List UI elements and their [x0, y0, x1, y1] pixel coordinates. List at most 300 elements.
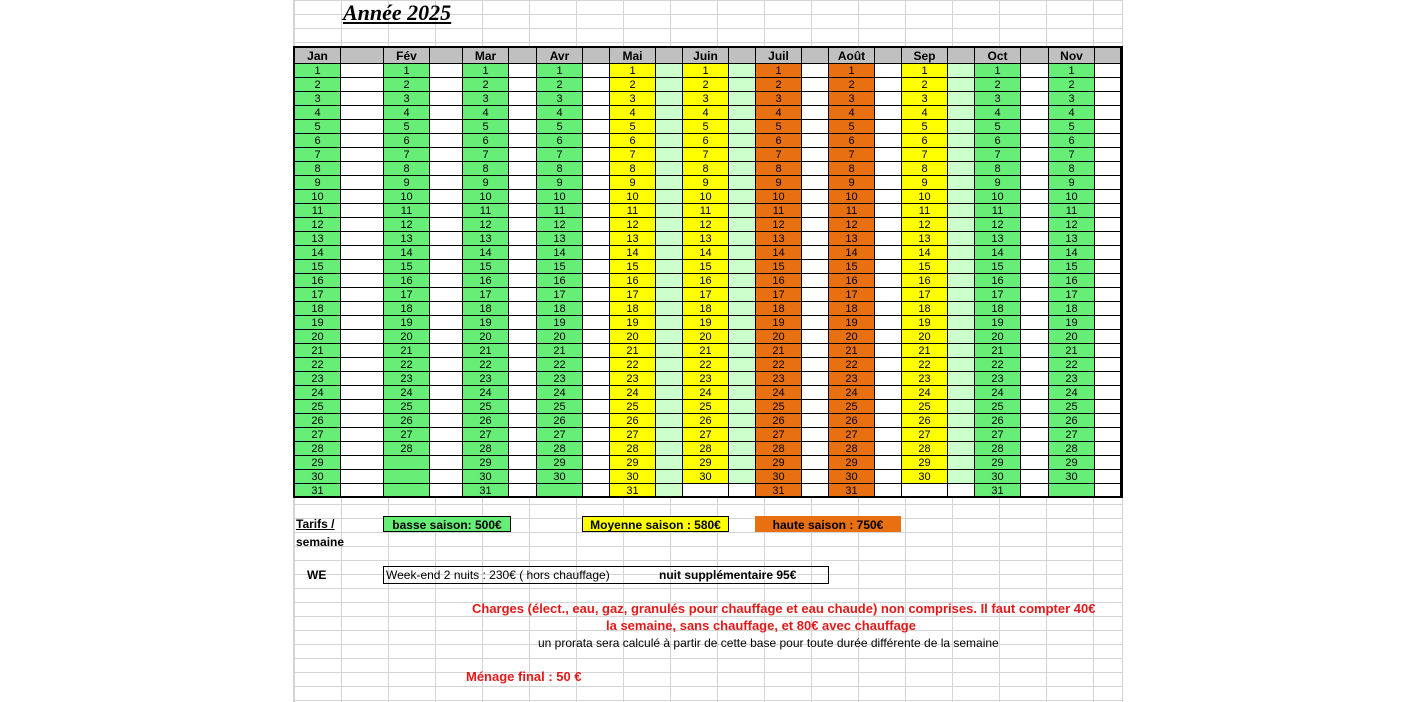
- day-cell[interactable]: 13: [902, 232, 948, 246]
- day-cell[interactable]: 5: [829, 120, 875, 134]
- day-cell[interactable]: 9: [463, 176, 509, 190]
- day-cell[interactable]: 11: [537, 204, 583, 218]
- day-cell[interactable]: 20: [756, 330, 802, 344]
- day-cell[interactable]: 23: [384, 372, 430, 386]
- day-cell[interactable]: 2: [1049, 78, 1095, 92]
- day-cell[interactable]: 10: [683, 190, 729, 204]
- day-cell[interactable]: 28: [295, 442, 341, 456]
- day-cell[interactable]: 25: [975, 400, 1021, 414]
- day-cell[interactable]: 8: [537, 162, 583, 176]
- day-cell[interactable]: 16: [295, 274, 341, 288]
- day-cell[interactable]: 11: [463, 204, 509, 218]
- day-cell[interactable]: 14: [384, 246, 430, 260]
- day-cell[interactable]: 16: [902, 274, 948, 288]
- day-cell[interactable]: 4: [683, 106, 729, 120]
- day-cell[interactable]: 15: [295, 260, 341, 274]
- day-cell[interactable]: 29: [975, 456, 1021, 470]
- day-cell[interactable]: 28: [1049, 442, 1095, 456]
- month-header[interactable]: Nov: [1049, 48, 1095, 64]
- day-cell[interactable]: 30: [463, 470, 509, 484]
- month-header[interactable]: Jan: [295, 48, 341, 64]
- day-cell[interactable]: 15: [1049, 260, 1095, 274]
- day-cell[interactable]: 25: [756, 400, 802, 414]
- day-cell[interactable]: 19: [463, 316, 509, 330]
- day-cell[interactable]: 6: [975, 134, 1021, 148]
- day-cell[interactable]: 17: [683, 288, 729, 302]
- day-cell[interactable]: 28: [756, 442, 802, 456]
- day-cell[interactable]: 12: [902, 218, 948, 232]
- day-cell[interactable]: 2: [384, 78, 430, 92]
- day-cell[interactable]: 3: [756, 92, 802, 106]
- day-cell[interactable]: 26: [610, 414, 656, 428]
- day-cell[interactable]: 13: [683, 232, 729, 246]
- day-cell[interactable]: 22: [1049, 358, 1095, 372]
- day-cell[interactable]: 17: [1049, 288, 1095, 302]
- day-cell[interactable]: 29: [1049, 456, 1095, 470]
- day-cell[interactable]: 2: [829, 78, 875, 92]
- day-cell[interactable]: 27: [295, 428, 341, 442]
- day-cell[interactable]: 7: [756, 148, 802, 162]
- day-cell[interactable]: 15: [902, 260, 948, 274]
- day-cell[interactable]: 4: [1049, 106, 1095, 120]
- day-cell[interactable]: 5: [683, 120, 729, 134]
- day-cell[interactable]: 17: [975, 288, 1021, 302]
- day-cell[interactable]: 17: [756, 288, 802, 302]
- day-cell[interactable]: 30: [902, 470, 948, 484]
- day-cell[interactable]: 28: [683, 442, 729, 456]
- day-cell[interactable]: 24: [295, 386, 341, 400]
- day-cell[interactable]: 24: [683, 386, 729, 400]
- day-cell[interactable]: 6: [829, 134, 875, 148]
- month-header[interactable]: Sep: [902, 48, 948, 64]
- day-cell[interactable]: 23: [756, 372, 802, 386]
- day-cell[interactable]: 25: [902, 400, 948, 414]
- day-cell[interactable]: 13: [756, 232, 802, 246]
- day-cell[interactable]: 20: [295, 330, 341, 344]
- day-cell[interactable]: 11: [610, 204, 656, 218]
- day-cell[interactable]: 31: [756, 484, 802, 498]
- day-cell[interactable]: 22: [683, 358, 729, 372]
- day-cell[interactable]: 18: [829, 302, 875, 316]
- month-header[interactable]: Oct: [975, 48, 1021, 64]
- day-cell[interactable]: 1: [537, 64, 583, 78]
- day-cell[interactable]: 3: [537, 92, 583, 106]
- day-cell[interactable]: 13: [384, 232, 430, 246]
- day-cell[interactable]: 17: [902, 288, 948, 302]
- day-cell[interactable]: 2: [902, 78, 948, 92]
- day-cell[interactable]: 6: [610, 134, 656, 148]
- day-cell[interactable]: 8: [975, 162, 1021, 176]
- day-cell[interactable]: 8: [610, 162, 656, 176]
- day-cell[interactable]: 23: [537, 372, 583, 386]
- day-cell[interactable]: 16: [975, 274, 1021, 288]
- day-cell[interactable]: 12: [756, 218, 802, 232]
- day-cell[interactable]: 14: [295, 246, 341, 260]
- day-cell[interactable]: 9: [537, 176, 583, 190]
- day-cell[interactable]: 29: [683, 456, 729, 470]
- day-cell[interactable]: 2: [295, 78, 341, 92]
- day-cell[interactable]: 10: [1049, 190, 1095, 204]
- day-cell[interactable]: 10: [975, 190, 1021, 204]
- day-cell[interactable]: 1: [610, 64, 656, 78]
- day-cell[interactable]: 24: [829, 386, 875, 400]
- day-cell[interactable]: 14: [463, 246, 509, 260]
- day-cell[interactable]: 8: [1049, 162, 1095, 176]
- day-cell[interactable]: 17: [537, 288, 583, 302]
- day-cell[interactable]: 20: [902, 330, 948, 344]
- day-cell[interactable]: 19: [756, 316, 802, 330]
- day-cell[interactable]: 2: [463, 78, 509, 92]
- day-cell[interactable]: 9: [902, 176, 948, 190]
- day-cell[interactable]: 13: [463, 232, 509, 246]
- day-cell[interactable]: 24: [756, 386, 802, 400]
- day-cell[interactable]: 31: [829, 484, 875, 498]
- day-cell[interactable]: 4: [902, 106, 948, 120]
- day-cell[interactable]: 28: [902, 442, 948, 456]
- day-cell[interactable]: 30: [295, 470, 341, 484]
- day-cell[interactable]: 2: [975, 78, 1021, 92]
- day-cell[interactable]: 5: [902, 120, 948, 134]
- month-header[interactable]: Août: [829, 48, 875, 64]
- day-cell[interactable]: 10: [829, 190, 875, 204]
- day-cell[interactable]: 2: [610, 78, 656, 92]
- day-cell[interactable]: 15: [610, 260, 656, 274]
- day-cell[interactable]: 12: [384, 218, 430, 232]
- day-cell[interactable]: 11: [829, 204, 875, 218]
- day-cell[interactable]: 4: [463, 106, 509, 120]
- day-cell[interactable]: 25: [463, 400, 509, 414]
- month-header[interactable]: Fév: [384, 48, 430, 64]
- day-cell[interactable]: 30: [975, 470, 1021, 484]
- day-cell[interactable]: 24: [384, 386, 430, 400]
- day-cell[interactable]: 14: [683, 246, 729, 260]
- day-cell[interactable]: 16: [683, 274, 729, 288]
- day-cell[interactable]: 12: [829, 218, 875, 232]
- day-cell[interactable]: 30: [537, 470, 583, 484]
- day-cell[interactable]: 25: [384, 400, 430, 414]
- day-cell[interactable]: 5: [537, 120, 583, 134]
- day-cell[interactable]: 16: [463, 274, 509, 288]
- day-cell[interactable]: 31: [463, 484, 509, 498]
- day-cell[interactable]: 28: [829, 442, 875, 456]
- day-cell[interactable]: 8: [463, 162, 509, 176]
- day-cell[interactable]: 5: [1049, 120, 1095, 134]
- day-cell[interactable]: 28: [384, 442, 430, 456]
- day-cell[interactable]: 30: [610, 470, 656, 484]
- day-cell[interactable]: 9: [683, 176, 729, 190]
- day-cell[interactable]: 7: [975, 148, 1021, 162]
- day-cell[interactable]: 29: [756, 456, 802, 470]
- day-cell[interactable]: 25: [610, 400, 656, 414]
- day-cell[interactable]: 8: [756, 162, 802, 176]
- day-cell[interactable]: 24: [1049, 386, 1095, 400]
- day-cell[interactable]: 7: [463, 148, 509, 162]
- day-cell[interactable]: 8: [384, 162, 430, 176]
- day-cell[interactable]: 27: [610, 428, 656, 442]
- day-cell[interactable]: 16: [537, 274, 583, 288]
- day-cell[interactable]: 27: [384, 428, 430, 442]
- day-cell[interactable]: 10: [610, 190, 656, 204]
- day-cell[interactable]: 17: [295, 288, 341, 302]
- day-cell[interactable]: 13: [610, 232, 656, 246]
- day-cell[interactable]: 10: [537, 190, 583, 204]
- day-cell[interactable]: 22: [902, 358, 948, 372]
- day-cell[interactable]: 5: [384, 120, 430, 134]
- day-cell[interactable]: 22: [829, 358, 875, 372]
- day-cell[interactable]: 20: [463, 330, 509, 344]
- day-cell[interactable]: 2: [756, 78, 802, 92]
- day-cell[interactable]: 23: [1049, 372, 1095, 386]
- day-cell[interactable]: 11: [756, 204, 802, 218]
- day-cell[interactable]: 11: [384, 204, 430, 218]
- day-cell[interactable]: 13: [975, 232, 1021, 246]
- day-cell[interactable]: 27: [829, 428, 875, 442]
- day-cell[interactable]: 12: [537, 218, 583, 232]
- day-cell[interactable]: 25: [1049, 400, 1095, 414]
- day-cell[interactable]: 2: [537, 78, 583, 92]
- day-cell[interactable]: 12: [610, 218, 656, 232]
- day-cell[interactable]: 7: [295, 148, 341, 162]
- day-cell[interactable]: 23: [463, 372, 509, 386]
- day-cell[interactable]: 10: [902, 190, 948, 204]
- day-cell[interactable]: 22: [463, 358, 509, 372]
- day-cell[interactable]: 11: [902, 204, 948, 218]
- day-cell[interactable]: 21: [756, 344, 802, 358]
- day-cell[interactable]: 26: [683, 414, 729, 428]
- day-cell[interactable]: 6: [902, 134, 948, 148]
- day-cell[interactable]: 28: [537, 442, 583, 456]
- day-cell[interactable]: 26: [829, 414, 875, 428]
- day-cell[interactable]: 6: [295, 134, 341, 148]
- day-cell[interactable]: 27: [1049, 428, 1095, 442]
- day-cell[interactable]: 16: [1049, 274, 1095, 288]
- day-cell[interactable]: 1: [463, 64, 509, 78]
- day-cell[interactable]: 22: [537, 358, 583, 372]
- day-cell[interactable]: 21: [902, 344, 948, 358]
- day-cell[interactable]: 24: [537, 386, 583, 400]
- day-cell[interactable]: 18: [295, 302, 341, 316]
- day-cell[interactable]: 8: [902, 162, 948, 176]
- day-cell[interactable]: 26: [756, 414, 802, 428]
- day-cell[interactable]: 7: [683, 148, 729, 162]
- day-cell[interactable]: 20: [537, 330, 583, 344]
- day-cell[interactable]: 29: [902, 456, 948, 470]
- day-cell[interactable]: 4: [610, 106, 656, 120]
- day-cell[interactable]: 19: [384, 316, 430, 330]
- day-cell[interactable]: 24: [902, 386, 948, 400]
- day-cell[interactable]: 14: [537, 246, 583, 260]
- day-cell[interactable]: 26: [295, 414, 341, 428]
- day-cell[interactable]: 24: [610, 386, 656, 400]
- day-cell[interactable]: 7: [829, 148, 875, 162]
- day-cell[interactable]: 18: [537, 302, 583, 316]
- day-cell[interactable]: 4: [756, 106, 802, 120]
- day-cell[interactable]: 30: [756, 470, 802, 484]
- day-cell[interactable]: 27: [902, 428, 948, 442]
- day-cell[interactable]: 30: [829, 470, 875, 484]
- day-cell[interactable]: 12: [295, 218, 341, 232]
- day-cell[interactable]: 1: [384, 64, 430, 78]
- month-header[interactable]: Juin: [683, 48, 729, 64]
- day-cell[interactable]: 9: [829, 176, 875, 190]
- day-cell[interactable]: 6: [756, 134, 802, 148]
- day-cell[interactable]: 30: [1049, 470, 1095, 484]
- day-cell[interactable]: 4: [829, 106, 875, 120]
- day-cell[interactable]: 9: [756, 176, 802, 190]
- day-cell[interactable]: 17: [384, 288, 430, 302]
- day-cell[interactable]: 1: [975, 64, 1021, 78]
- day-cell[interactable]: 3: [975, 92, 1021, 106]
- day-cell[interactable]: 1: [295, 64, 341, 78]
- day-cell[interactable]: 12: [975, 218, 1021, 232]
- day-cell[interactable]: 15: [384, 260, 430, 274]
- day-cell[interactable]: 6: [463, 134, 509, 148]
- day-cell[interactable]: 3: [683, 92, 729, 106]
- day-cell[interactable]: 15: [975, 260, 1021, 274]
- day-cell[interactable]: 14: [1049, 246, 1095, 260]
- day-cell[interactable]: 22: [975, 358, 1021, 372]
- day-cell[interactable]: 18: [610, 302, 656, 316]
- day-cell[interactable]: 6: [537, 134, 583, 148]
- day-cell[interactable]: 22: [610, 358, 656, 372]
- day-cell[interactable]: 19: [537, 316, 583, 330]
- day-cell[interactable]: 10: [463, 190, 509, 204]
- day-cell[interactable]: 6: [683, 134, 729, 148]
- day-cell[interactable]: 4: [975, 106, 1021, 120]
- day-cell[interactable]: 13: [1049, 232, 1095, 246]
- day-cell[interactable]: 9: [975, 176, 1021, 190]
- day-cell[interactable]: 5: [610, 120, 656, 134]
- day-cell[interactable]: 20: [975, 330, 1021, 344]
- day-cell[interactable]: 29: [537, 456, 583, 470]
- day-cell[interactable]: 18: [975, 302, 1021, 316]
- day-cell[interactable]: 23: [829, 372, 875, 386]
- day-cell[interactable]: 3: [1049, 92, 1095, 106]
- day-cell[interactable]: 20: [683, 330, 729, 344]
- day-cell[interactable]: 19: [975, 316, 1021, 330]
- day-cell[interactable]: 9: [1049, 176, 1095, 190]
- day-cell[interactable]: 18: [463, 302, 509, 316]
- day-cell[interactable]: 31: [610, 484, 656, 498]
- day-cell[interactable]: 6: [384, 134, 430, 148]
- month-header[interactable]: Juil: [756, 48, 802, 64]
- day-cell[interactable]: 29: [295, 456, 341, 470]
- day-cell[interactable]: 25: [295, 400, 341, 414]
- day-cell[interactable]: 30: [683, 470, 729, 484]
- day-cell[interactable]: 5: [295, 120, 341, 134]
- day-cell[interactable]: 15: [756, 260, 802, 274]
- day-cell[interactable]: 5: [756, 120, 802, 134]
- day-cell[interactable]: 3: [295, 92, 341, 106]
- day-cell[interactable]: 18: [1049, 302, 1095, 316]
- day-cell[interactable]: 17: [463, 288, 509, 302]
- day-cell[interactable]: 7: [1049, 148, 1095, 162]
- day-cell[interactable]: 1: [1049, 64, 1095, 78]
- day-cell[interactable]: 10: [384, 190, 430, 204]
- day-cell[interactable]: 1: [902, 64, 948, 78]
- day-cell[interactable]: 21: [610, 344, 656, 358]
- day-cell[interactable]: 13: [829, 232, 875, 246]
- day-cell[interactable]: 12: [683, 218, 729, 232]
- day-cell[interactable]: 31: [975, 484, 1021, 498]
- day-cell[interactable]: 23: [683, 372, 729, 386]
- day-cell[interactable]: 15: [537, 260, 583, 274]
- day-cell[interactable]: 3: [384, 92, 430, 106]
- day-cell[interactable]: 18: [384, 302, 430, 316]
- day-cell[interactable]: 22: [295, 358, 341, 372]
- day-cell[interactable]: 23: [902, 372, 948, 386]
- day-cell[interactable]: 25: [829, 400, 875, 414]
- day-cell[interactable]: 17: [610, 288, 656, 302]
- day-cell[interactable]: 1: [683, 64, 729, 78]
- day-cell[interactable]: 3: [610, 92, 656, 106]
- day-cell[interactable]: 27: [683, 428, 729, 442]
- day-cell[interactable]: 14: [975, 246, 1021, 260]
- day-cell[interactable]: 16: [829, 274, 875, 288]
- day-cell[interactable]: 10: [756, 190, 802, 204]
- day-cell[interactable]: 21: [975, 344, 1021, 358]
- day-cell[interactable]: 26: [1049, 414, 1095, 428]
- day-cell[interactable]: 11: [1049, 204, 1095, 218]
- day-cell[interactable]: 24: [463, 386, 509, 400]
- day-cell[interactable]: 26: [384, 414, 430, 428]
- day-cell[interactable]: 22: [756, 358, 802, 372]
- day-cell[interactable]: 25: [537, 400, 583, 414]
- day-cell[interactable]: 7: [902, 148, 948, 162]
- day-cell[interactable]: 25: [683, 400, 729, 414]
- day-cell[interactable]: 20: [829, 330, 875, 344]
- day-cell[interactable]: 21: [295, 344, 341, 358]
- day-cell[interactable]: 15: [463, 260, 509, 274]
- day-cell[interactable]: 14: [610, 246, 656, 260]
- day-cell[interactable]: 16: [610, 274, 656, 288]
- day-cell[interactable]: 27: [463, 428, 509, 442]
- day-cell[interactable]: 3: [463, 92, 509, 106]
- day-cell[interactable]: 7: [384, 148, 430, 162]
- day-cell[interactable]: 4: [537, 106, 583, 120]
- day-cell[interactable]: 4: [384, 106, 430, 120]
- day-cell[interactable]: 13: [295, 232, 341, 246]
- day-cell[interactable]: 19: [295, 316, 341, 330]
- day-cell[interactable]: 1: [756, 64, 802, 78]
- day-cell[interactable]: 8: [295, 162, 341, 176]
- day-cell[interactable]: 19: [683, 316, 729, 330]
- day-cell[interactable]: 28: [610, 442, 656, 456]
- day-cell[interactable]: 26: [975, 414, 1021, 428]
- day-cell[interactable]: 29: [463, 456, 509, 470]
- day-cell[interactable]: 12: [1049, 218, 1095, 232]
- day-cell[interactable]: 29: [829, 456, 875, 470]
- day-cell[interactable]: 7: [537, 148, 583, 162]
- day-cell[interactable]: 21: [1049, 344, 1095, 358]
- day-cell[interactable]: 14: [829, 246, 875, 260]
- day-cell[interactable]: 2: [683, 78, 729, 92]
- month-header[interactable]: Mar: [463, 48, 509, 64]
- day-cell[interactable]: 11: [683, 204, 729, 218]
- day-cell[interactable]: 6: [1049, 134, 1095, 148]
- day-cell[interactable]: 8: [683, 162, 729, 176]
- day-cell[interactable]: 4: [295, 106, 341, 120]
- day-cell[interactable]: 3: [829, 92, 875, 106]
- day-cell[interactable]: 5: [975, 120, 1021, 134]
- day-cell[interactable]: 23: [975, 372, 1021, 386]
- day-cell[interactable]: 8: [829, 162, 875, 176]
- day-cell[interactable]: 7: [610, 148, 656, 162]
- day-cell[interactable]: 20: [384, 330, 430, 344]
- day-cell[interactable]: 27: [537, 428, 583, 442]
- day-cell[interactable]: 22: [384, 358, 430, 372]
- day-cell[interactable]: 16: [384, 274, 430, 288]
